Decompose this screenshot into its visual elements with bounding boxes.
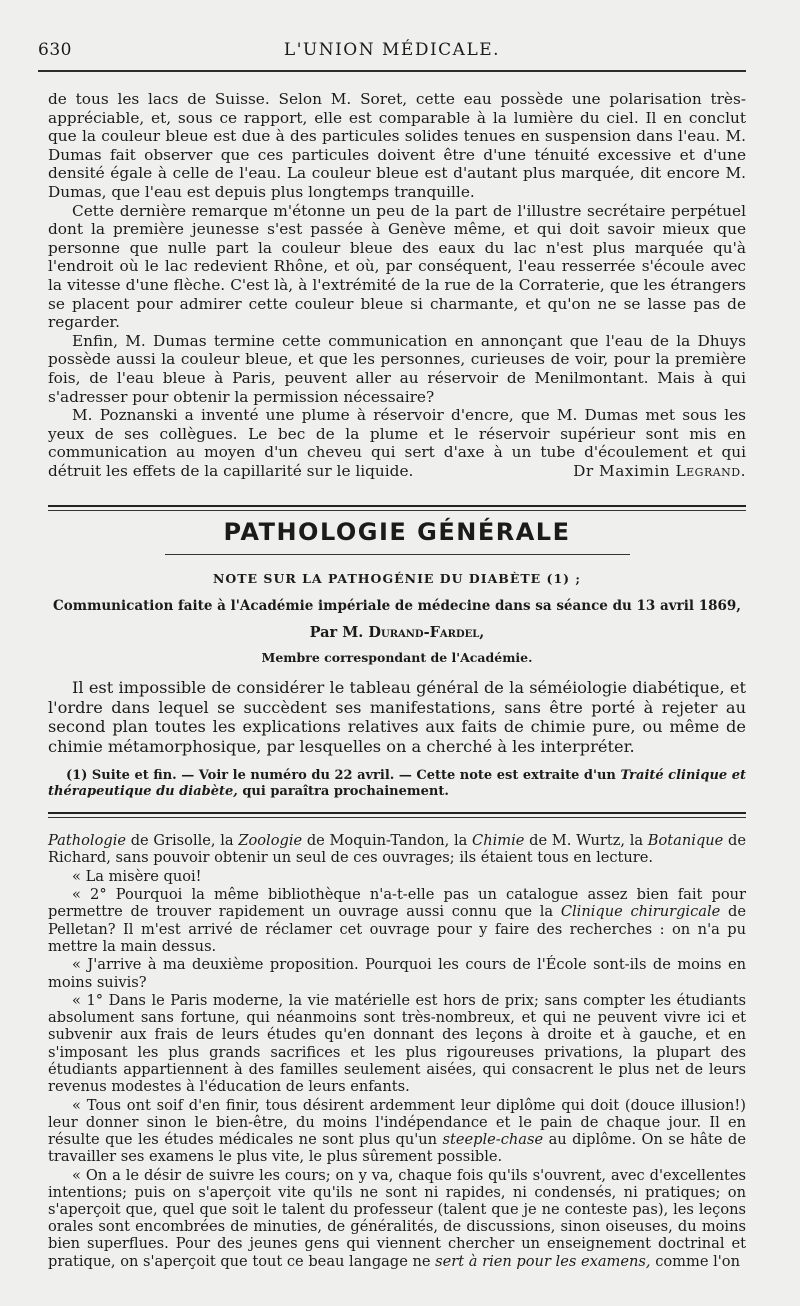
text: de M. Wurtz, la — [524, 832, 648, 849]
author-role: Membre correspondant de l'Académie. — [261, 650, 533, 665]
section-letter — [48, 832, 746, 1271]
text: « On a le désir de suivre les cours; on y va, chaque fois qu'ils s'ouvrent, avec d'excellentes intentions; puis on s'aperçoit vite qu'ils ne sont ni rapides, ni condensés, ni pratiques; on s'aperçoit que, quel que soit le talent du professeur (talent que je ne conteste pas), les leçons orales sont encombrées de minuties, de généralités, de discussions, sinon oiseuses, du moins bien superflues. Pour des jeunes gens qui viennent chercher un enseignement doctrinal et pratique, on s'aperçoit que tout ce beau langage ne — [48, 1166, 746, 1270]
page-number: 630 — [38, 40, 72, 60]
page-header — [38, 40, 746, 70]
footnote-text: (1) Suite et fin. — Voir le numéro du 22 avril. — Cette note est extraite d'un — [66, 768, 616, 783]
section-separator — [48, 505, 746, 511]
book-title: Pathologie — [48, 832, 127, 849]
footnote-text-end: qui paraîtra prochainement. — [242, 784, 449, 799]
article-title: NOTE SUR LA PATHOGÉNIE DU DIABÈTE (1) ; — [212, 571, 582, 586]
signature — [549, 462, 746, 481]
text: « 2° Pourquoi la même bibliothèque n'a-t-elle pas un catalogue assez bien fait pour permettre de trouver rapidement un ouvrage aussi connu que la — [48, 886, 746, 921]
article-communication-note: Communication faite à l'Académie impériale de médecine dans sa séance du 13 avril 1869, — [53, 598, 741, 614]
paragraph — [48, 406, 746, 480]
heading-underline — [165, 554, 630, 555]
paragraph: de tous les lacs de Suisse. Selon M. Soret, cette eau possède une polarisation très-appréciable, et, sous ce rapport, elle est comparable à la lumière du ciel. Il en conclut que la couleur bleue est due à des particules solides tenues en suspension dans l'eau. M. Dumas fait observer que ces particules doivent être d'une ténuité excessive et d'une densité égale à celle de l'eau. La couleur bleue est d'autant plus marquée, dit encore M. Dumas, que l'eau est depuis plus longtemps tranquille. — [48, 90, 746, 201]
paragraph: « La misère quoi! — [72, 867, 202, 885]
author-prefix: Par M. — [309, 624, 364, 641]
article-author — [48, 624, 746, 641]
section-weekly-chronicle — [48, 90, 746, 480]
text: de Pelletan? Il m'est arrivé de réclamer cet ouvrage pour y faire des recherches : on n'a pu mettre la main dessus. — [48, 903, 746, 955]
paragraph: Il est impossible de considérer le tableau général de la séméiologie diabétique, et l'ordre dans lequel se succèdent ses manifestations, sans être porté à rejeter au second plan toutes les explications relatives aux faits de chimie pure, ou même de chimie métamorphosique, par lesquelles on a cherché à les interpréter. — [48, 678, 746, 756]
paragraph: « 1° Dans le Paris moderne, la vie matérielle est hors de prix; sans compter les étudiants absolument sans fortune, qui néanmoins sont très-nombreux, et qui ne peuvent vivre ici et subvenir aux frais de leurs études qu'en donnant des leçons à droite et à gauche, et en s'imposant les plus grands sacrifices et les plus rigoureuses privations, la plupart des étudiants appartiennent à des familles seulement aisées, qui consacrent le plus net de leurs revenus modestes à l'éducation de leurs enfants. — [48, 992, 746, 1096]
text: de Grisolle, la — [126, 832, 239, 849]
book-title: Chimie — [472, 832, 525, 849]
emphasis: steeple-chase — [442, 1130, 544, 1148]
paragraph: Enfin, M. Dumas termine cette communication en annonçant que l'eau de la Dhuys possède aussi la couleur bleue, et que les personnes, curieuses de voir, pour la première fois, de l'eau bleue à Paris, peuvent aller au réservoir de Menilmontant. Mais à qui s'adresser pour obtenir la permission nécessaire? — [48, 331, 746, 406]
book-title: Zoologie — [238, 832, 303, 849]
text: « Tous ont soif d'en finir, tous désirent ardemment leur diplôme qui doit (douce illusion!) leur donner sinon le bien-être, du moins l'indépendance et le pain de chaque jour. Il en résulte que les études médicales ne sont plus qu'un — [48, 1096, 746, 1148]
article-intro — [48, 678, 746, 756]
signature-name: Legrand. — [675, 461, 746, 480]
paragraph-text: M. Poznanski a inventé une plume à réservoir d'encre, que M. Dumas met sous les yeux de ses collègues. Le bec de la plume et le réservoir supérieur sont mis en communication au moyen d'un cheveu qui sert d'axe à un tube d'écoulement et qui détruit les effets de la capillarité sur le liquide. — [48, 406, 746, 480]
emphasis: sert à rien pour les examens, — [435, 1252, 651, 1270]
text: de Richard, sans pouvoir obtenir un seul de ces ouvrages; ils étaient tous en lecture. — [48, 832, 746, 867]
footnote-book-title: Traité clinique et thérapeutique du diabète, — [48, 768, 746, 799]
paragraph — [48, 1097, 746, 1166]
paragraph — [48, 886, 746, 955]
text: au diplôme. On se hâte de travailler ses examens le plus vite, le plus sûrement possible. — [48, 1130, 746, 1166]
book-title: Clinique chirurgicale — [560, 903, 721, 921]
text: comme l'on — [650, 1252, 740, 1270]
section-separator — [48, 812, 746, 818]
book-title: Botanique — [647, 832, 724, 849]
footnote — [48, 768, 746, 800]
running-title: L'UNION MÉDICALE. — [283, 40, 501, 60]
text: de Moquin-Tandon, la — [302, 832, 473, 849]
header-rule — [38, 70, 746, 72]
paragraph — [48, 1167, 746, 1270]
section-heading: PATHOLOGIE GÉNÉRALE — [223, 518, 571, 546]
paragraph: « J'arrive à ma deuxième proposition. Pourquoi les cours de l'École sont-ils de moins en moins suivis? — [48, 956, 746, 991]
author-name: Durand-Fardel, — [368, 624, 485, 641]
paragraph: Cette dernière remarque m'étonne un peu de la part de l'illustre secrétaire perpétuel dont la première jeunesse s'est passée à Genève même, et qui doit savoir mieux que personne que nulle part la couleur bleue des eaux du lac n'est plus marquée qu'à l'endroit où le lac redevient Rhône, et où, par conséquent, l'eau resserrée s'écoule avec la vitesse d'une flèche. C'est là, à l'extrémité de la rue de la Corraterie, que les étrangers se placent pour admirer cette couleur bleue si charmante, et qu'on ne se lasse pas de regarder. — [48, 201, 746, 332]
paragraph — [48, 832, 746, 866]
signature-prefix: Dr Maximin — [573, 461, 671, 480]
